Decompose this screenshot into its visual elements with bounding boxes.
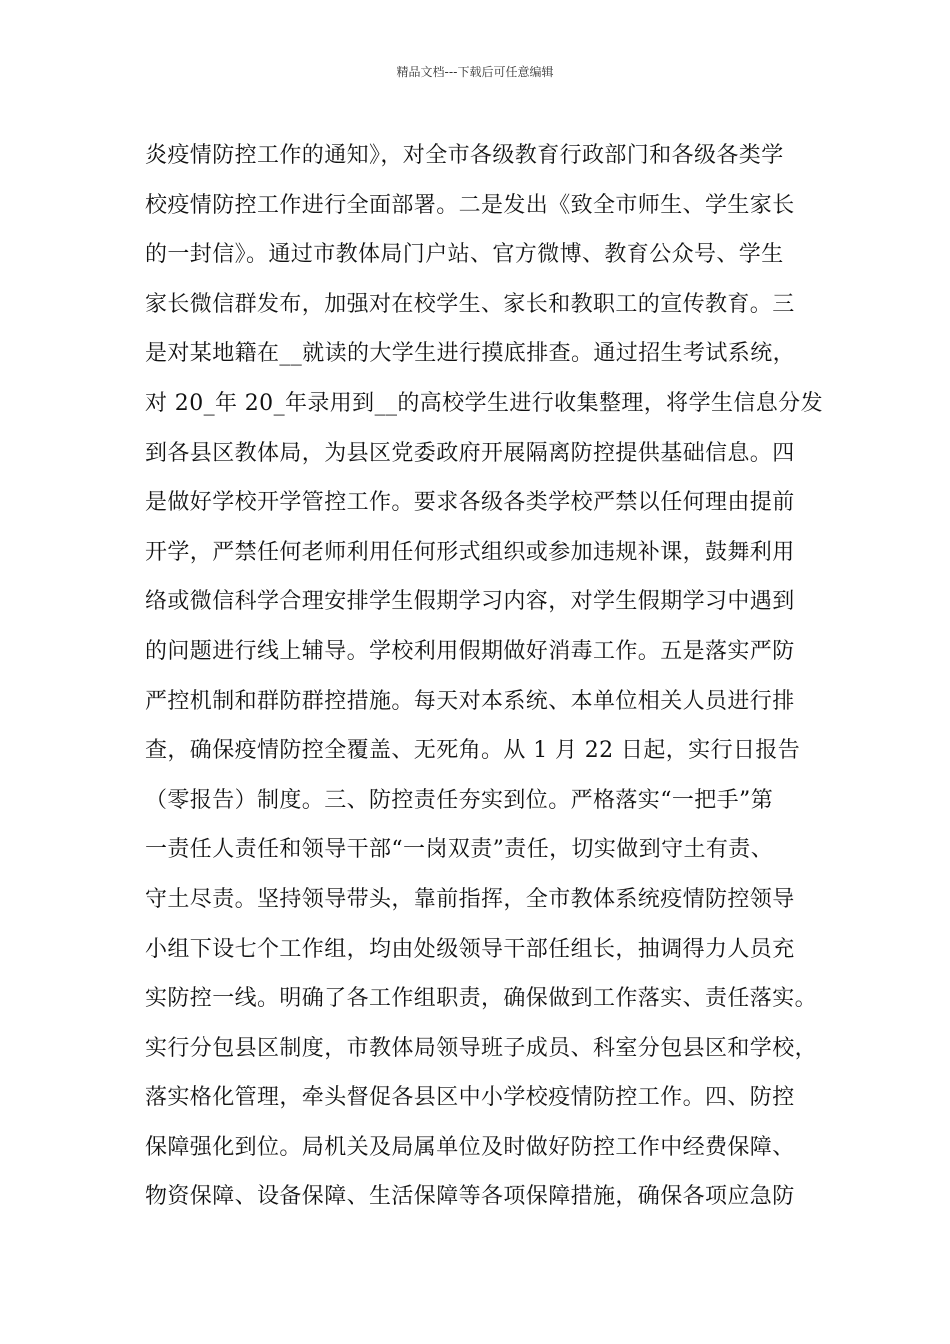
text-line: 实行分包县区制度，市教体局领导班子成员、科室分包县区和学校， <box>145 1035 818 1061</box>
text-line: 络或微信科学合理安排学生假期学习内容，对学生假期学习中遇到 <box>145 589 795 615</box>
text-line: 小组下设七个工作组，均由处级领导干部任组长，抽调得力人员充 <box>145 936 795 962</box>
text-line: 校疫情防控工作进行全面部署。二是发出《致全市师生、学生家长 <box>145 192 795 218</box>
text-line: 一责任人责任和领导干部“一岗双责”责任，切实做到守土有责、 <box>145 837 774 863</box>
text-line: 查，确保疫情防控全覆盖、无死角。从 1 月 22 日起，实行日报告 <box>145 738 801 764</box>
text-line: 家长微信群发布，加强对在校学生、家长和教职工的宣传教育。三 <box>145 291 795 317</box>
page-header: 精品文档---下载后可任意编辑 <box>396 65 554 79</box>
text-line: 严控机制和群防群控措施。每天对本系统、本单位相关人员进行排 <box>145 688 795 714</box>
text-line: 到各县区教体局，为县区党委政府开展隔离防控提供基础信息。四 <box>145 440 795 466</box>
text-line: 是做好学校开学管控工作。要求各级各类学校严禁以任何理由提前 <box>145 490 795 516</box>
text-line: 的问题进行线上辅导。学校利用假期做好消毒工作。五是落实严防 <box>145 638 795 664</box>
text-line: （零报告）制度。三、防控责任夯实到位。严格落实“一把手”第 <box>145 787 774 813</box>
text-line: 开学，严禁任何老师利用任何形式组织或参加违规补课，鼓舞利用 <box>145 539 795 565</box>
body-text <box>145 131 835 1222</box>
text-line: 落实格化管理，牵头督促各县区中小学校疫情防控工作。四、防控 <box>145 1085 795 1111</box>
text-line: 的一封信》。通过市教体局门户站、官方微博、教育公众号、学生 <box>145 242 784 268</box>
text-line: 物资保障、设备保障、生活保障等各项保障措施，确保各项应急防 <box>145 1184 795 1210</box>
text-line: 是对某地籍在__就读的大学生进行摸底排查。通过招生考试系统， <box>145 341 796 367</box>
text-line: 守土尽责。坚持领导带头，靠前指挥，全市教体系统疫情防控领导 <box>145 886 795 912</box>
text-line: 对 20_年 20_年录用到__的高校学生进行收集整理，将学生信息分发 <box>145 390 823 416</box>
text-line: 炎疫情防控工作的通知》，对全市各级教育行政部门和各级各类学 <box>145 143 784 168</box>
text-line: 实防控一线。明确了各工作组职责，确保做到工作落实、责任落实。 <box>145 986 818 1012</box>
text-line: 保障强化到位。局机关及局属单位及时做好防控工作中经费保障、 <box>145 1134 795 1160</box>
